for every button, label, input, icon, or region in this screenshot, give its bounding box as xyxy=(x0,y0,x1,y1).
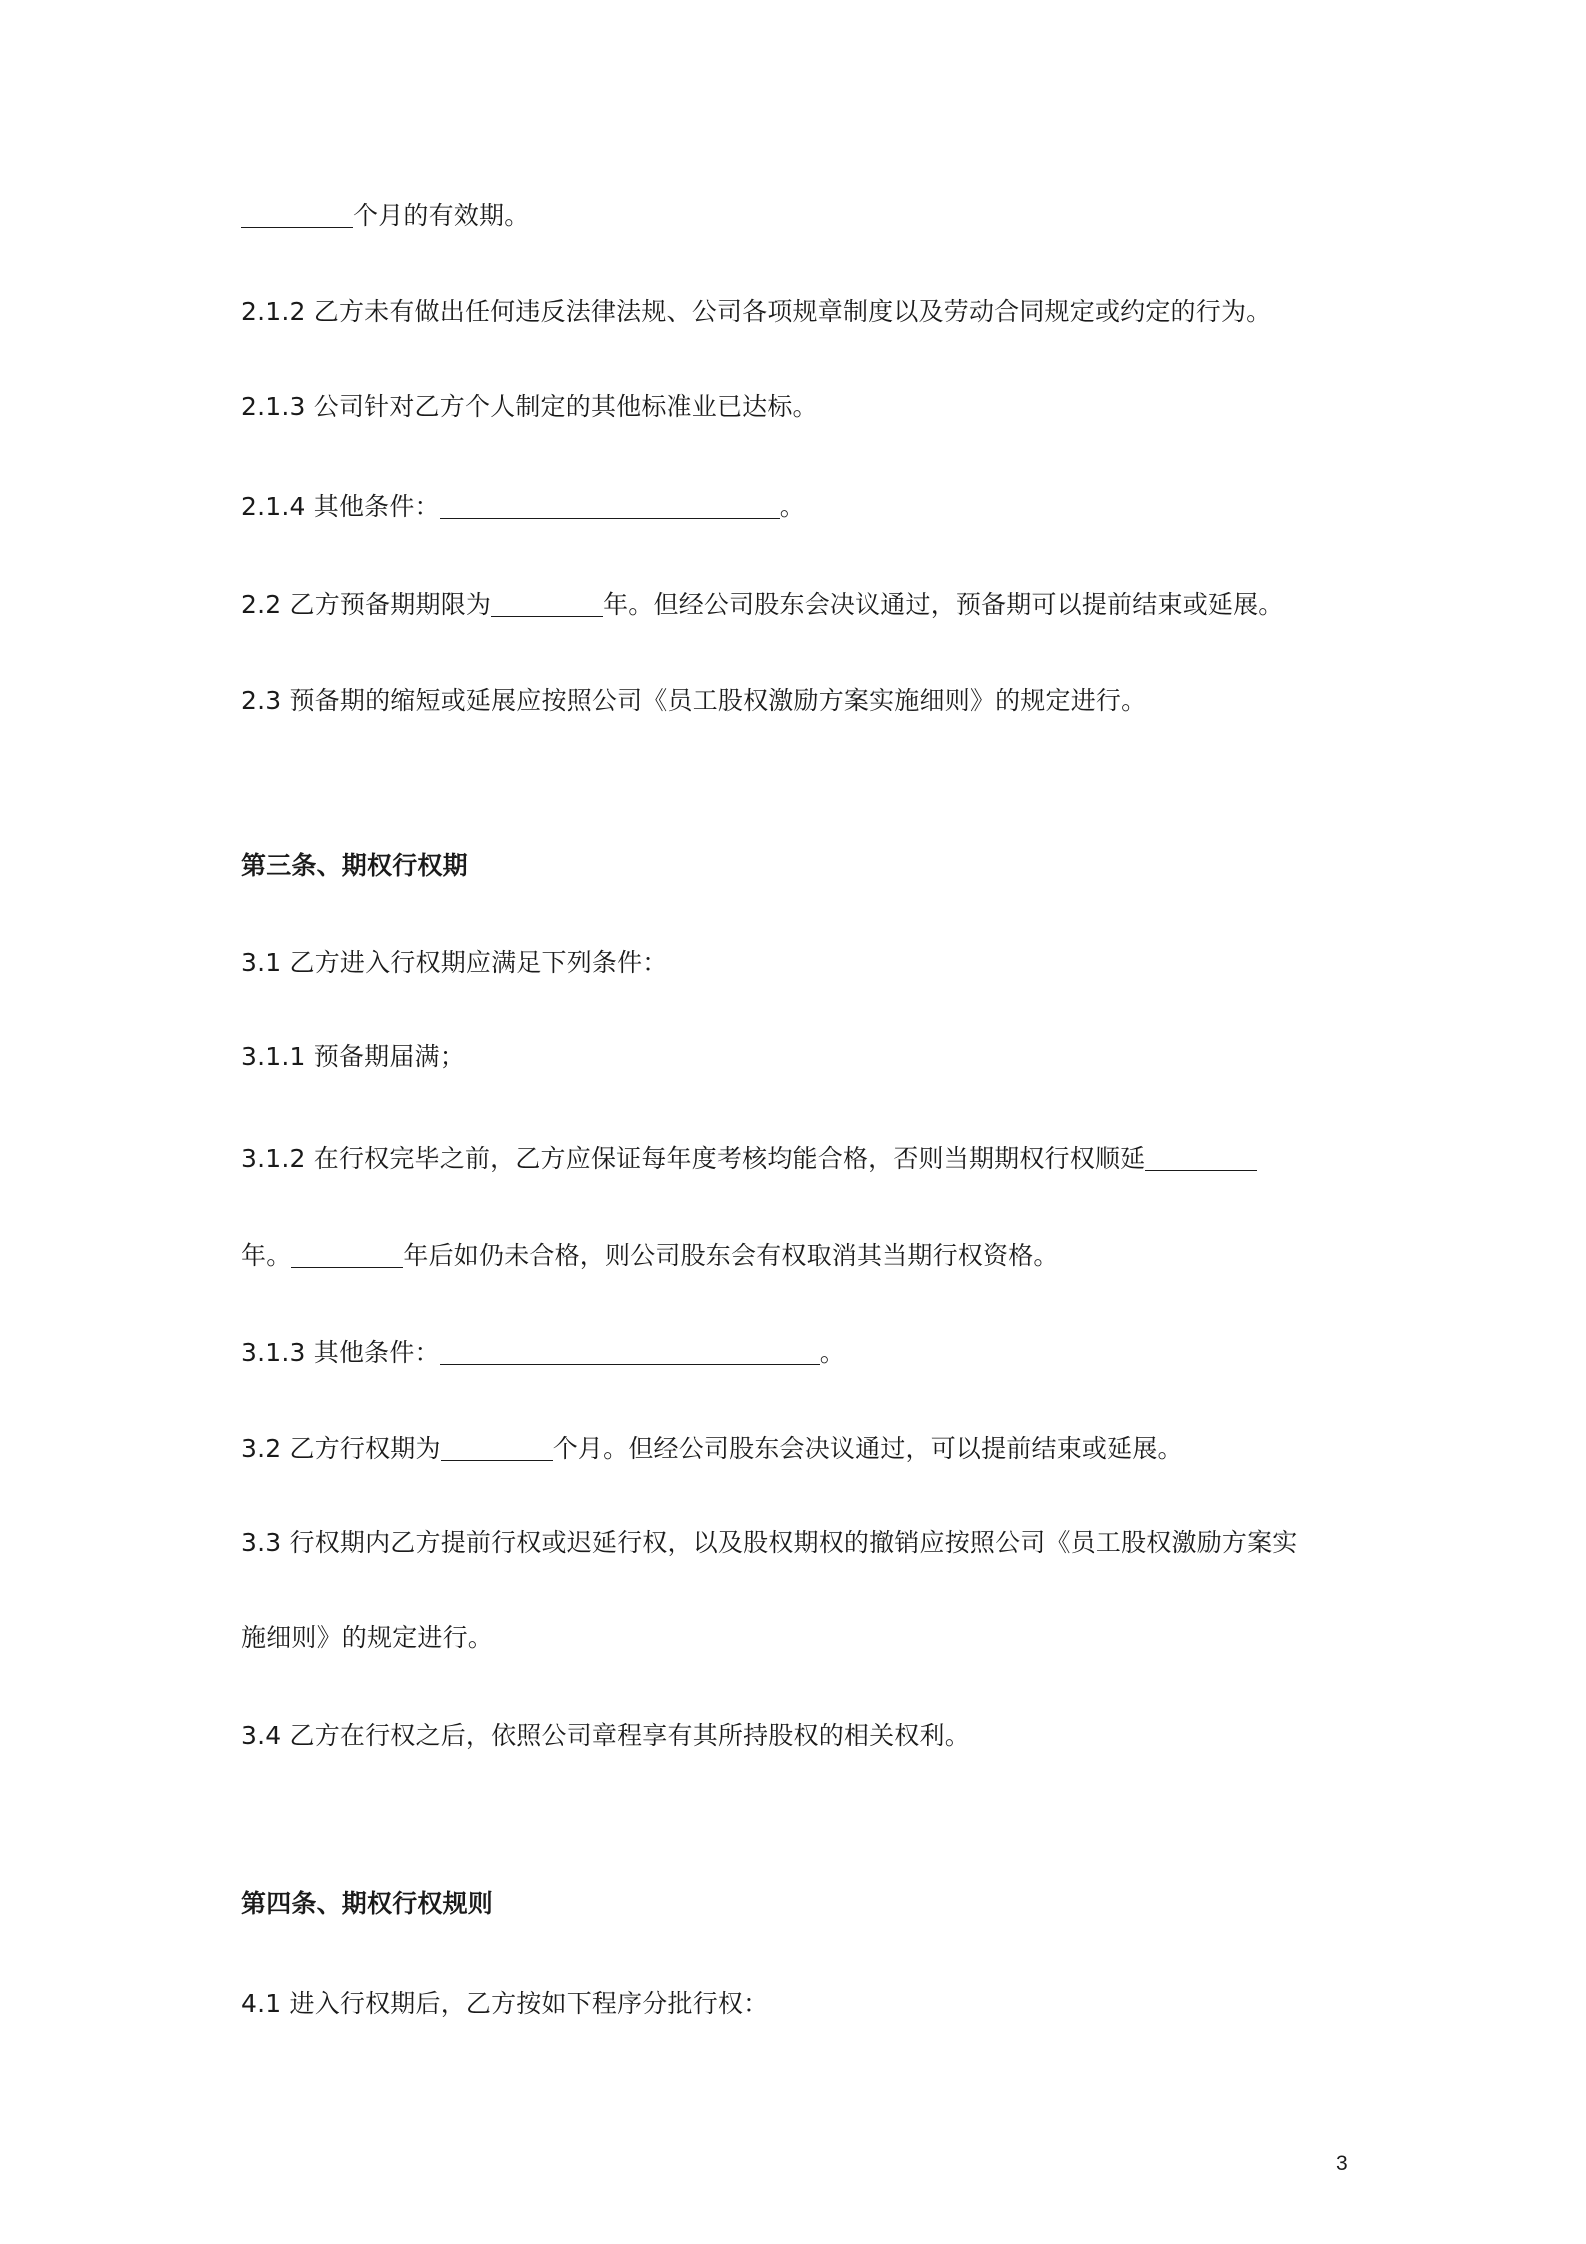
clause-4-1: 4.1 进入行权期后，乙方按如下程序分批行权： xyxy=(241,1989,769,2018)
clause-3-1-2: 3.1.2 在行权完毕之前，乙方应保证每年度考核均能合格，否则当期期权行权顺延 xyxy=(241,1142,1257,1176)
clause-3-1: 3.1 乙方进入行权期应满足下列条件： xyxy=(241,948,668,977)
fill-blank-months xyxy=(241,201,353,228)
clause-3-1-2-continuation: 年。 年后如仍未合格，则公司股东会有权取消其当期行权资格。 xyxy=(241,1241,1059,1270)
section-heading-4: 第四条、期权行权规则 xyxy=(241,1889,494,1918)
clause-2-1-2: 2.1.2 乙方未有做出任何违反法律法规、公司各项规章制度以及劳动合同规定或约定的行为。 xyxy=(241,297,1272,326)
clause-3-3: 3.3 行权期内乙方提前行权或迟延行权，以及股权期权的撤销应按照公司《员工股权激励方案实 xyxy=(241,1528,1298,1557)
clause-3-2: 3.2 乙方行权期为 个月。但经公司股东会决议通过，可以提前结束或延展。 xyxy=(241,1434,1183,1463)
fill-blank-years-later xyxy=(291,1241,403,1268)
clause-3-1-1: 3.1.1 预备期届满； xyxy=(241,1042,465,1071)
clause-3-1-3: 3.1.3 其他条件： 。 xyxy=(241,1338,845,1367)
clause-2-3: 2.3 预备期的缩短或延展应按照公司《员工股权激励方案实施细则》的规定进行。 xyxy=(241,686,1147,715)
clause-2-1-4: 2.1.4 其他条件： 。 xyxy=(241,492,805,521)
clause-2-1-1-continuation: 个月的有效期。 xyxy=(241,199,529,233)
clause-3-3-continuation: 施细则》的规定进行。 xyxy=(241,1623,494,1652)
fill-blank-other-conditions-2 xyxy=(440,1338,820,1365)
section-heading-3: 第三条、期权行权期 xyxy=(241,851,468,880)
fill-blank-years xyxy=(491,590,603,617)
clause-2-2: 2.2 乙方预备期期限为 年。但经公司股东会决议通过，预备期可以提前结束或延展。 xyxy=(241,590,1284,619)
fill-blank-other-conditions xyxy=(440,492,780,519)
page-number: 3 xyxy=(1336,2152,1348,2175)
clause-3-4: 3.4 乙方在行权之后，依照公司章程享有其所持股权的相关权利。 xyxy=(241,1721,970,1750)
fill-blank-deferral-years xyxy=(1145,1144,1257,1171)
fill-blank-exercise-months xyxy=(441,1434,553,1461)
clause-2-1-3: 2.1.3 公司针对乙方个人制定的其他标准业已达标。 xyxy=(241,392,818,421)
